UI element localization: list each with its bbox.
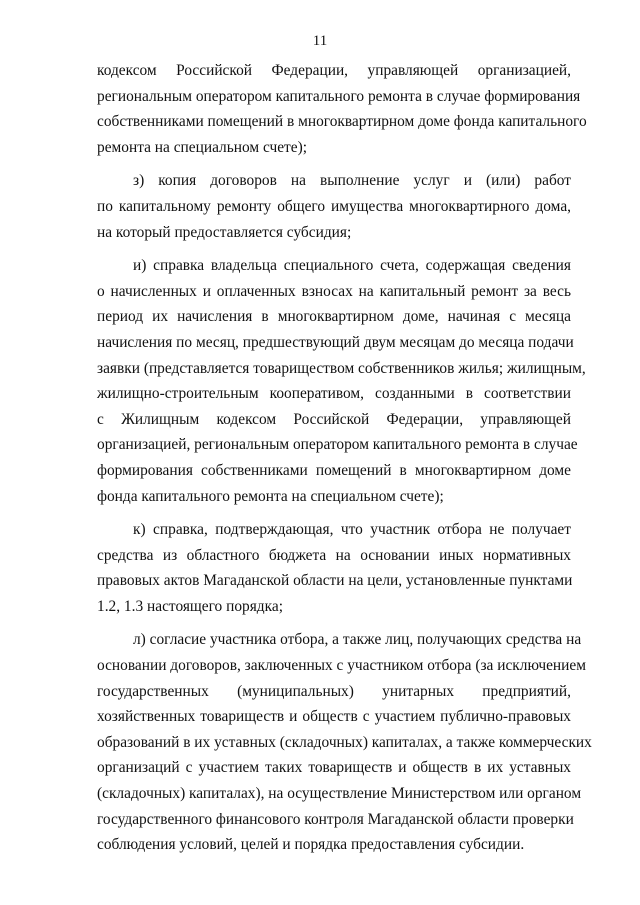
text-line: ремонта на специальном счете);	[97, 138, 308, 156]
paragraph-item-i	[97, 253, 586, 509]
text-line: з) копия договоров на выполнение услуг и (или) работ	[133, 172, 571, 190]
text-line: хозяйственных товариществ и обществ с участием публично-правовых	[97, 708, 571, 726]
text-line: с Жилищным кодексом Российской Федерации, управляющей	[97, 410, 571, 428]
text-line: заявки (представляется товариществом собственников жилья; жилищным,	[97, 359, 586, 377]
text-line: 1.2, 1.3 настоящего порядка;	[97, 597, 283, 615]
text-line: жилищно-строительным кооперативом, созданными в соответствии	[97, 385, 571, 403]
text-line: основании договоров, заключенных с участником отбора (за исключением	[97, 657, 586, 675]
document-body	[97, 58, 592, 858]
text-line: образований в их уставных (складочных) капиталах, а также коммерческих	[97, 733, 592, 751]
text-line: региональным оператором капитального ремонта в случае формирования	[97, 87, 581, 105]
text-line: соблюдения условий, целей и порядка предоставления субсидии.	[97, 836, 525, 854]
text-line: к) справка, подтверждающая, что участник отбора не получает	[133, 521, 571, 539]
text-line: государственных (муниципальных) унитарных предприятий,	[97, 682, 571, 700]
text-line: начисления по месяц, предшествующий двум месяцам до месяца подачи	[97, 333, 574, 351]
page-number: 11	[312, 33, 328, 49]
text-line: период их начисления в многоквартирном доме, начиная с месяца	[97, 308, 571, 326]
text-line: организаций с участием таких товариществ и обществ в их уставных	[97, 759, 571, 777]
text-line: и) справка владельца специального счета, содержащая сведения	[133, 257, 571, 275]
text-line: (складочных) капиталах), на осуществление Министерством или органом	[97, 785, 582, 803]
text-line: правовых актов Магаданской области на цели, установленные пунктами	[97, 572, 573, 590]
text-line: государственного финансового контроля Магаданской области проверки	[97, 810, 574, 828]
text-line: л) согласие участника отбора, а также лиц, получающих средства на	[133, 631, 582, 649]
text-line: кодексом Российской Федерации, управляющей организацией,	[97, 62, 571, 79]
text-line: по капитальному ремонту общего имущества многоквартирного дома,	[97, 197, 571, 215]
paragraph-item-z	[97, 168, 571, 245]
paragraph-continuation	[97, 58, 587, 160]
text-line: формирования собственниками помещений в многоквартирном доме	[97, 461, 571, 479]
text-line: организацией, региональным оператором капитального ремонта в случае	[97, 436, 578, 454]
text-line: о начисленных и оплаченных взносах на капитальный ремонт за весь	[97, 282, 571, 300]
paragraph-item-k	[97, 517, 571, 619]
text-line: средства из областного бюджета на основании иных нормативных	[97, 546, 571, 564]
text-line: собственниками помещений в многоквартирном доме фонда капитального	[97, 113, 587, 131]
text-line: фонда капитального ремонта на специальном счете);	[97, 487, 444, 505]
paragraph-item-l	[97, 627, 592, 857]
text-line: на который предоставляется субсидия;	[97, 223, 352, 241]
